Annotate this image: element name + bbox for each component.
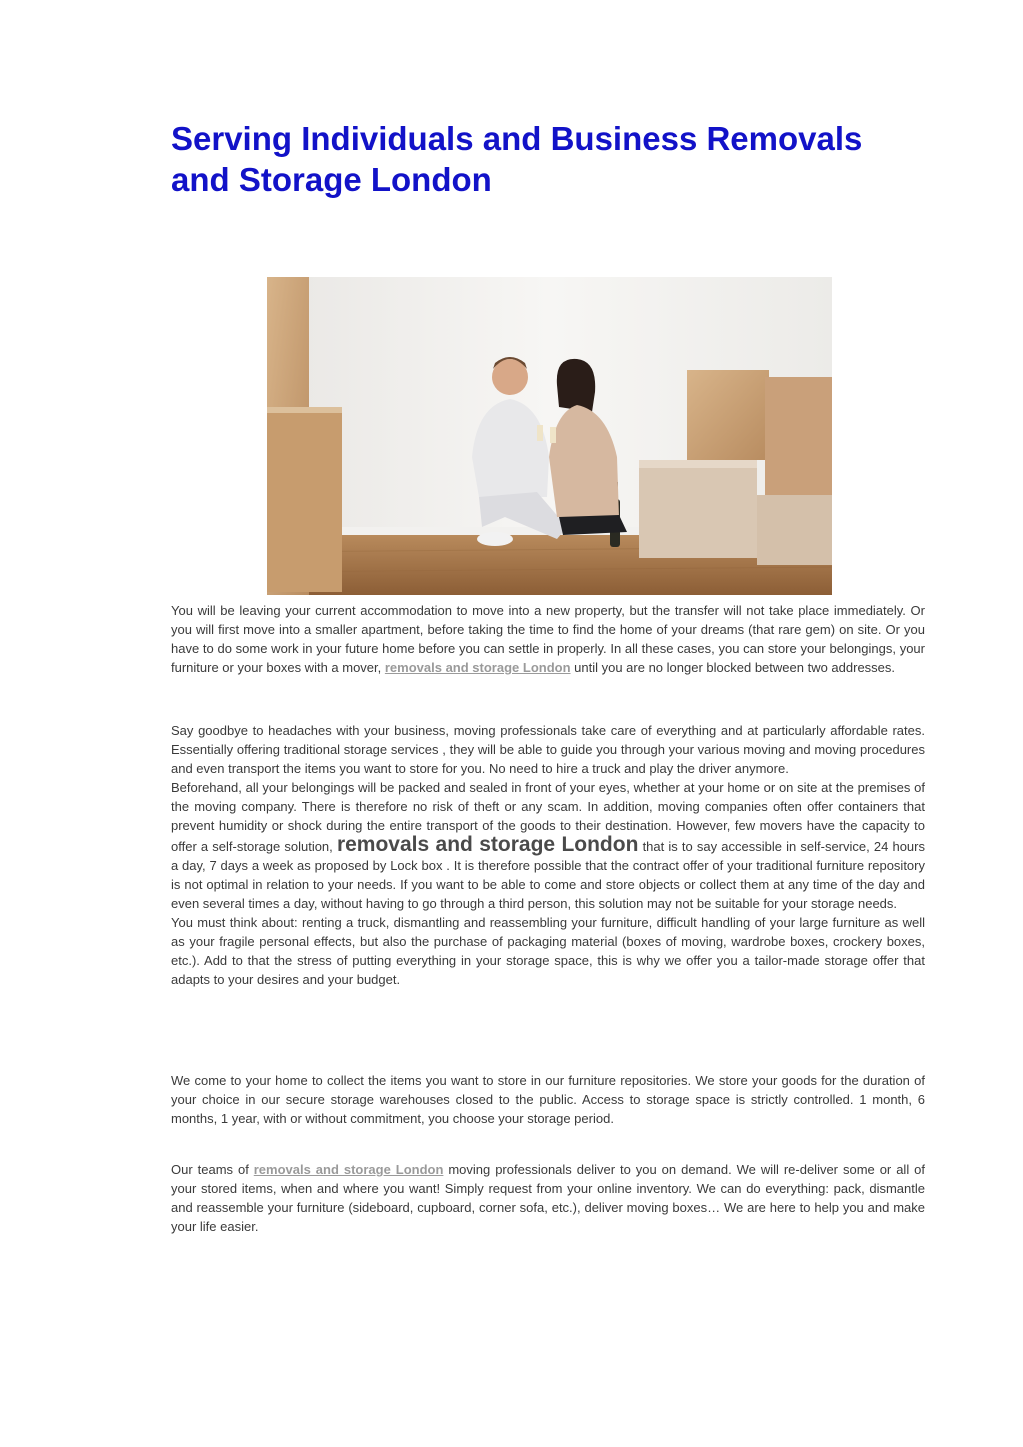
delivery-text: Our teams of <box>171 1162 254 1177</box>
hero-image <box>267 277 832 595</box>
business-section <box>171 721 925 989</box>
removals-storage-link-1[interactable]: removals and storage London <box>384 660 571 675</box>
business-paragraph: Say goodbye to headaches with your business, moving professionals take care of everything and at particularly affordable rates. Essentially offering traditional storage services , they will be able to guide you through your various moving and moving procedures and even transport the items you want to store for you. No need to hire a truck and play the driver anymore. <box>171 723 925 776</box>
delivery-paragraph <box>171 1160 925 1236</box>
packing-paragraph <box>171 778 925 913</box>
self-service-text: that is to say accessible in self-service, 24 hours a day, 7 days a week as proposed by Lock box . It is therefore possible that the contract offer of your traditional furniture repository is not optimal in relation to your needs. If you want to be able to come and store objects or collect them at any time of the day and even several times a day, without having to go through a third person, this solution may not be suitable for your storage needs. <box>171 839 925 911</box>
think-about-paragraph: You must think about: renting a truck, dismantling and reassembling your furniture, difficult handling of your large furniture as well as your fragile personal effects, but also the purchase of packaging material (boxes of moving, wardrobe boxes, crockery boxes, etc.). Add to that the stress of putting everything in your storage space, this is why we offer you a tailor-made storage offer that adapts to your desires and your budget. <box>171 915 925 987</box>
intro-text-end: until you are no longer blocked between two addresses. <box>570 660 896 675</box>
page-title: Serving Individuals and Business Removals and Storage London <box>171 120 863 198</box>
collection-paragraph: We come to your home to collect the items you want to store in our furniture repositories. We store your goods for the duration of your choice in our secure storage warehouses closed to the public. Access to storage space is strictly controlled. 1 month, 6 months, 1 year, with or without commitment, you choose your storage period. <box>171 1073 925 1126</box>
intro-text: You will be leaving your current accommodation to move into a new property, but the transfer will not take place immediately. Or you will first move into a smaller apartment, before taking the time to find the home of your dreams (that rare gem) on site. Or you have to do some work in your future home before you can settle in properly. In all these cases, you can store your belongings, your furniture or your boxes with a mover, <box>171 603 925 675</box>
delivery-text-end: moving professionals deliver to you on demand. We will re-deliver some or all of your stored items, when and where you want! Simply request from your online inventory. We can do everything: pack, dismantle and reassemble your furniture (sideboard, cupboard, corner sofa, etc.), deliver moving boxes… We are here to help you and make your life easier. <box>171 1162 925 1234</box>
removals-storage-link-2[interactable]: removals and storage London <box>253 1162 444 1177</box>
big-keyword: removals and storage London <box>336 833 639 856</box>
intro-paragraph <box>171 601 925 677</box>
packing-text: Beforehand, all your belongings will be packed and sealed in front of your eyes, whether at your home or on site at the premises of the moving company. There is therefore no risk of theft or any scam. In addition, moving companies often offer containers that prevent humidity or shock during the entire transport of the goods to their destination. However, few movers have the capacity to offer a self-storage solution, <box>171 780 925 854</box>
